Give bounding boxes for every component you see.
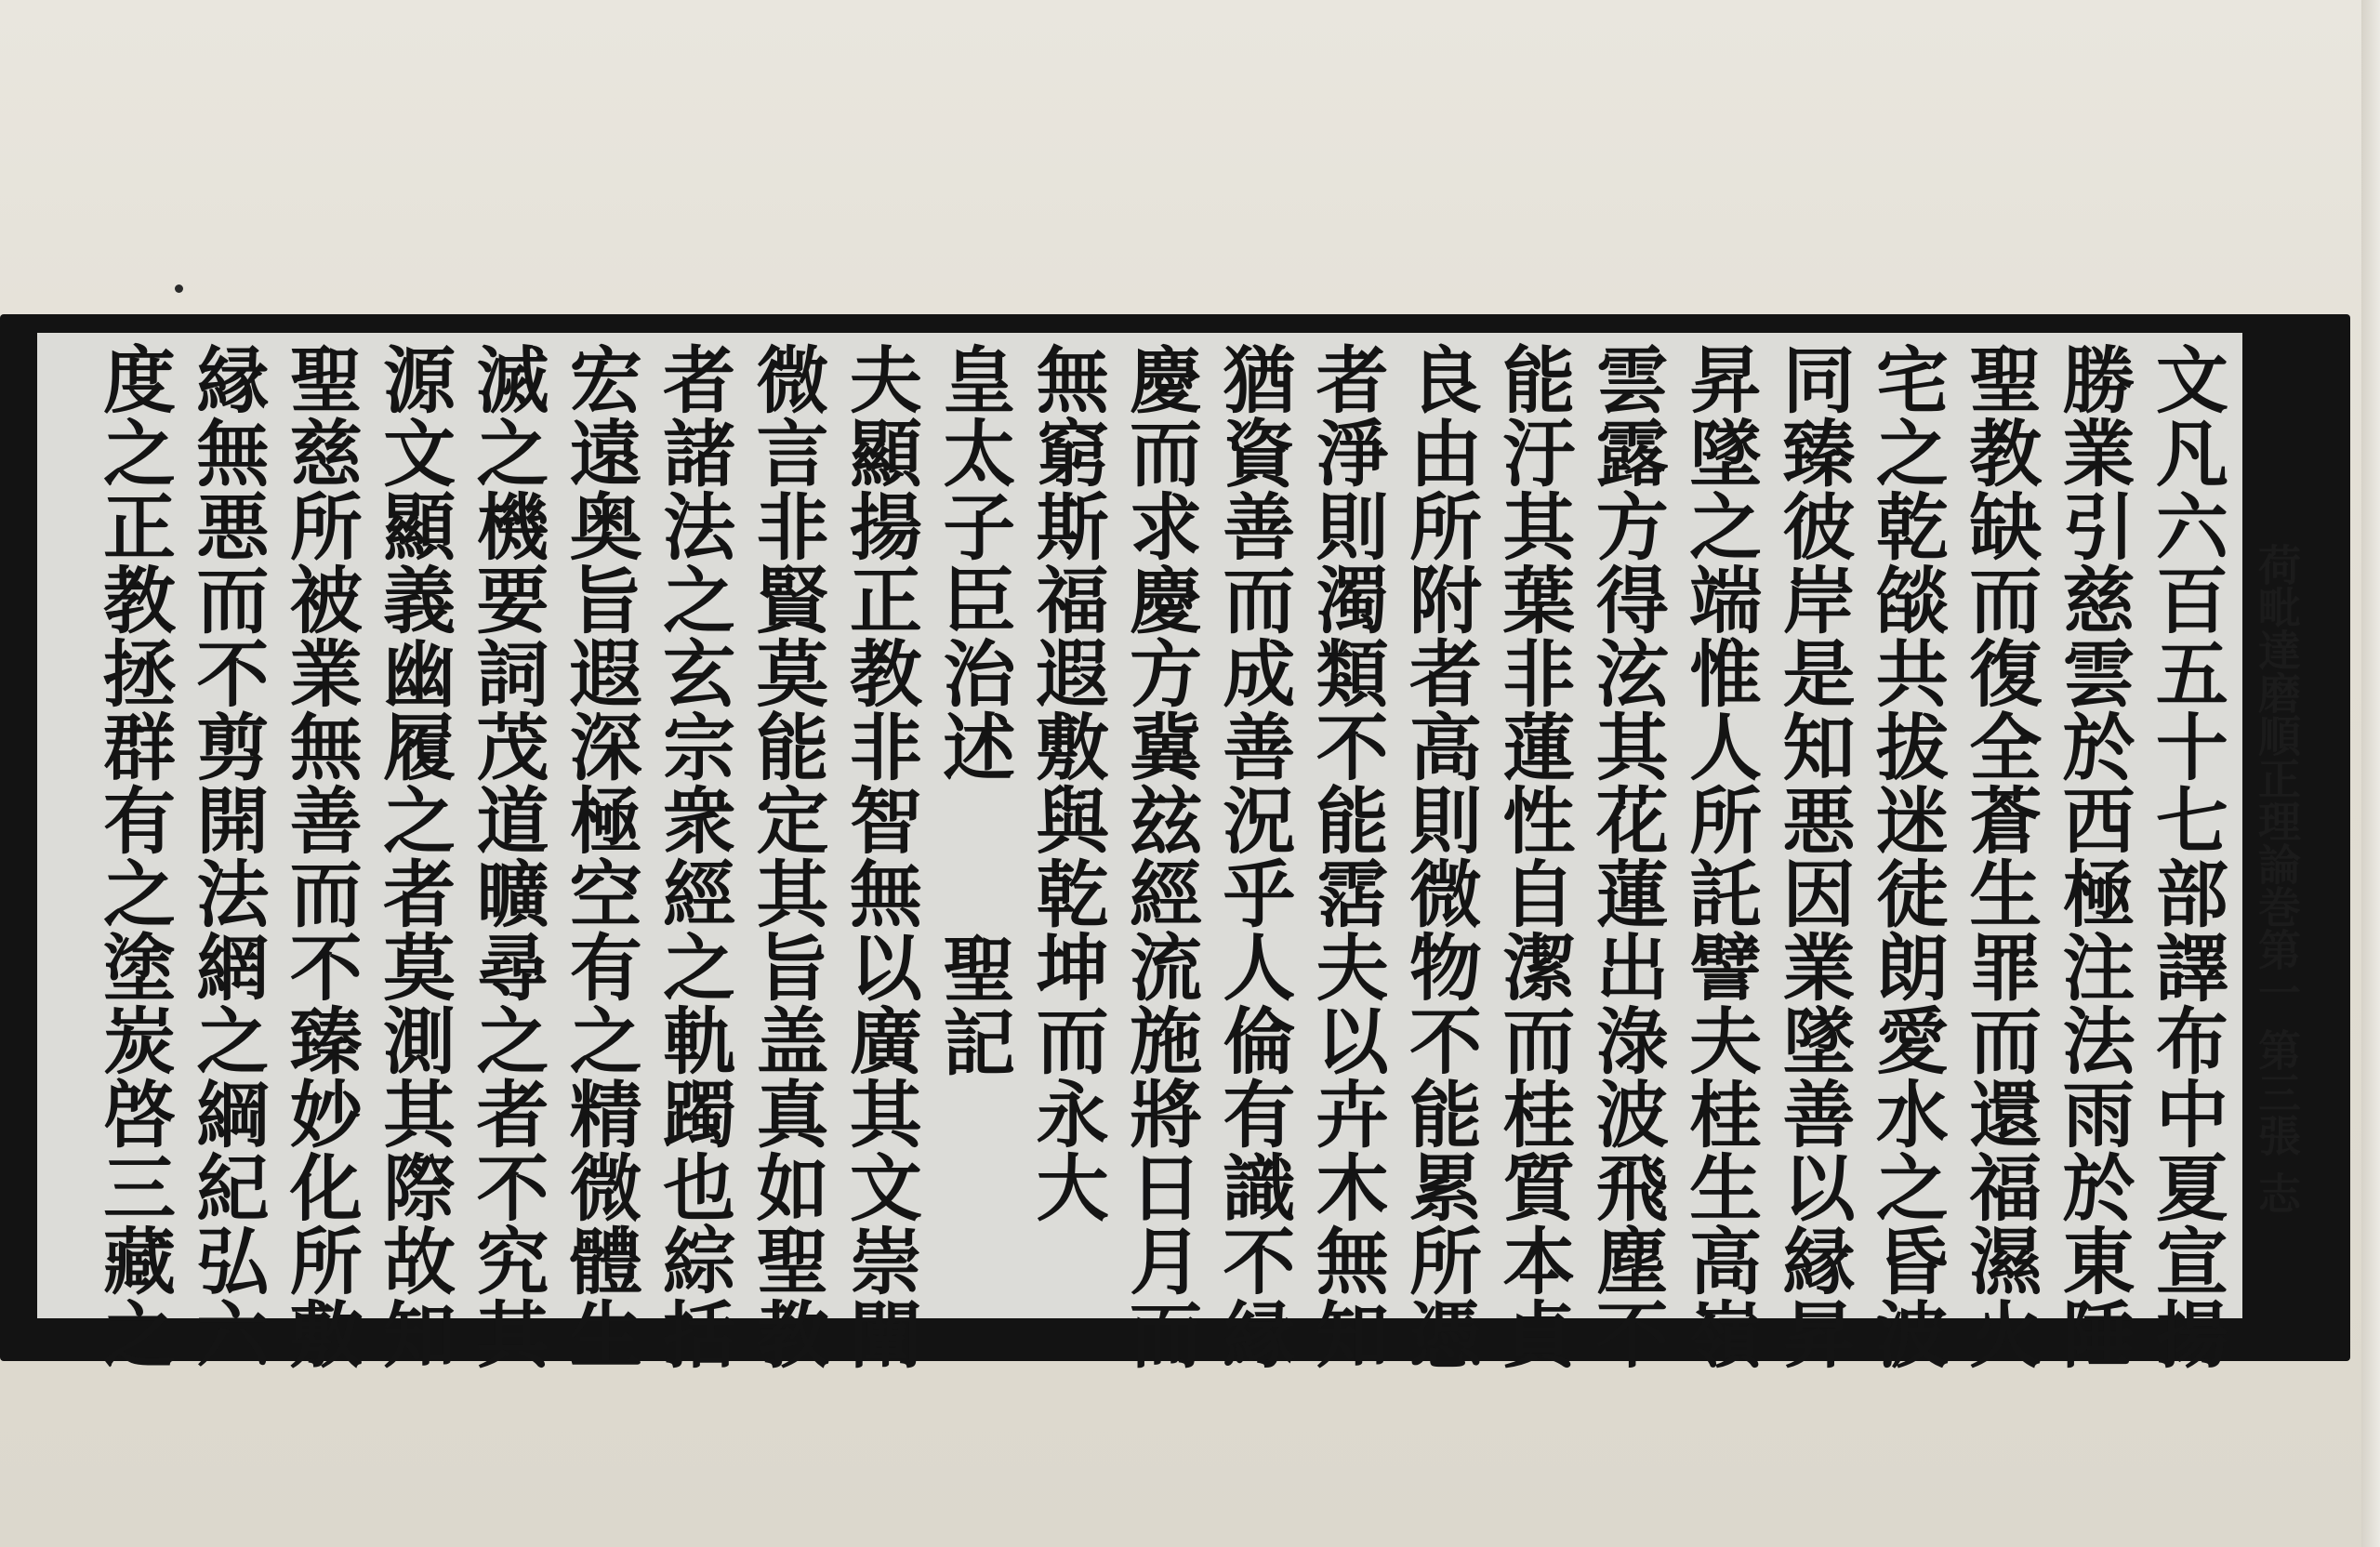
text-column: 良由所附者高則微物不能累所憑 — [1397, 342, 1483, 1370]
text-column: 無窮斯福遐敷與乾坤而永大 — [1024, 342, 1109, 1223]
text-column: 夫顯揚正教非智無以廣其文崇闡 — [837, 342, 922, 1370]
text-column: 同臻彼岸是知悪因業墜善以縁昇 — [1770, 342, 1856, 1370]
signature-suffix: 聖記 — [931, 932, 1016, 1078]
text-column: 縁無悪而不剪開法網之綱紀弘六 — [184, 342, 270, 1370]
text-column: 昇墜之端惟人所託譬夫桂生高嶺 — [1677, 342, 1763, 1370]
text-column: 宅之乾燄共拔迷徒朗愛水之昏波 — [1863, 342, 1949, 1370]
text-column: 文凡六百五十七部譯布中夏宣揚 — [2143, 342, 2228, 1370]
text-column: 猶資善而成善況乎人倫有識不縁 — [1210, 342, 1296, 1370]
text-column: 者諸法之玄宗衆經之軌躅也綜括 — [651, 342, 736, 1370]
author-line: 皇太子臣治述 — [931, 342, 1016, 783]
text-column: 度之正教拯群有之塗炭啓三藏之 — [91, 342, 176, 1370]
text-column: 聖慈所被業無善而不臻妙化所敷 — [277, 342, 363, 1370]
text-column: 滅之機要詞茂道曠尋之者不究其 — [464, 342, 549, 1370]
text-column: 宏遠奥旨遐深極空有之精微體生 — [557, 342, 642, 1370]
text-block — [84, 333, 2228, 1370]
text-column: 者淨則濁類不能霑夫以卉木無知 — [1303, 342, 1389, 1370]
text-column: 慶而求慶方冀玆經流施將日月而 — [1117, 342, 1202, 1370]
text-column: 雲露方得泫其花蓮出淥波飛塵不 — [1583, 342, 1669, 1370]
text-column: 微言非賢莫能定其旨盖真如聖教 — [744, 342, 829, 1370]
text-column: 源文顯義幽履之者莫測其際故知 — [371, 342, 456, 1370]
book-gutter — [2361, 0, 2380, 1547]
text-column: 能汙其葉非蓮性自潔而桂質本貞 — [1490, 342, 1576, 1370]
text-column: 聖教缺而復全蒼生罪而還福濕火 — [1957, 342, 2043, 1370]
author-column — [923, 333, 1016, 1318]
text-column: 勝業引慈雲於西極注法雨於東陲 — [2050, 342, 2135, 1370]
ink-dot — [175, 284, 183, 293]
margin-note: 荷毗達磨順正理論巻第一 第三張 志 — [2252, 543, 2302, 1215]
